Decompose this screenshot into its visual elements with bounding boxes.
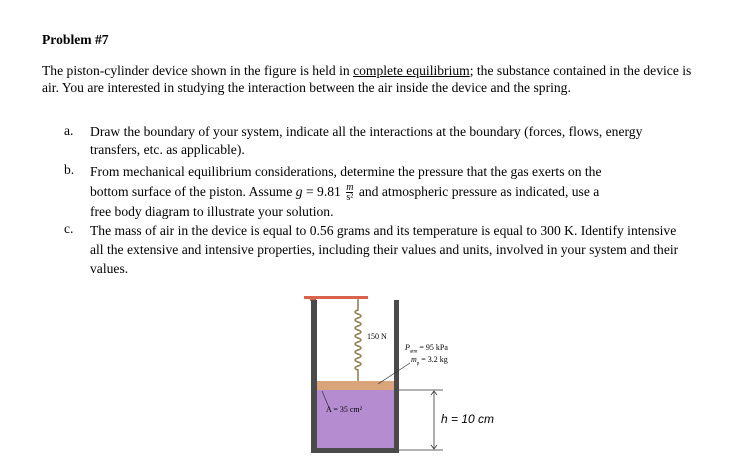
m-symbol: m <box>411 355 417 364</box>
item-text: Draw the boundary of your system, indicate all the interactions at the boundary (forces, flows, energy transfers, etc. as applicable). <box>90 124 643 157</box>
p-value: = 95 kPa <box>417 343 448 352</box>
m-sub: p <box>416 361 420 367</box>
item-label: b. <box>64 162 75 177</box>
m-value: = 3.2 kg <box>419 355 448 364</box>
piston <box>317 381 396 390</box>
problem-title: Problem #7 <box>42 32 109 47</box>
p-sub: atm <box>409 349 418 355</box>
item-b-line-1: From mechanical equilibrium considerations, determine the pressure that the gas exerts on the <box>90 164 602 179</box>
left-wall <box>311 300 317 453</box>
intro-underlined: complete equilibrium <box>353 63 470 78</box>
mp-label <box>411 355 448 367</box>
g-value: = 9.81 <box>302 184 345 199</box>
spring-force-label: 150 N <box>367 332 387 341</box>
right-wall <box>394 300 399 453</box>
gas-region <box>317 390 396 449</box>
spring <box>355 299 361 381</box>
text: bottom surface of the piston. Assume <box>90 184 296 199</box>
item-label: a. <box>64 123 74 138</box>
bottom-wall <box>311 448 399 453</box>
g-variable: g <box>295 184 303 199</box>
height-label: h = 10 cm <box>441 412 495 426</box>
item-text: The mass of air in the device is equal to 0.56 grams and its temperature is equal to 300 K. Identify intensive all the extensive and intensive properties, including their values and units, involved in your system and their values. <box>90 223 679 276</box>
p-atm-label <box>405 343 448 355</box>
text: and atmospheric pressure as indicated, use a <box>355 184 600 199</box>
intro-text-end: ; the substance contained in the device is air. You are interested in studying the interaction between the air inside the device and the spring. <box>42 63 692 95</box>
area-label: A = 35 cm² <box>326 405 363 414</box>
item-b-line-3: free body diagram to illustrate your solution. <box>90 204 334 220</box>
intro-text: The piston-cylinder device shown in the figure is held in <box>42 63 354 78</box>
p-symbol: P <box>405 343 410 352</box>
unit-den: s² <box>346 192 354 204</box>
item-label: c. <box>64 221 74 236</box>
unit-num: m <box>346 182 354 194</box>
